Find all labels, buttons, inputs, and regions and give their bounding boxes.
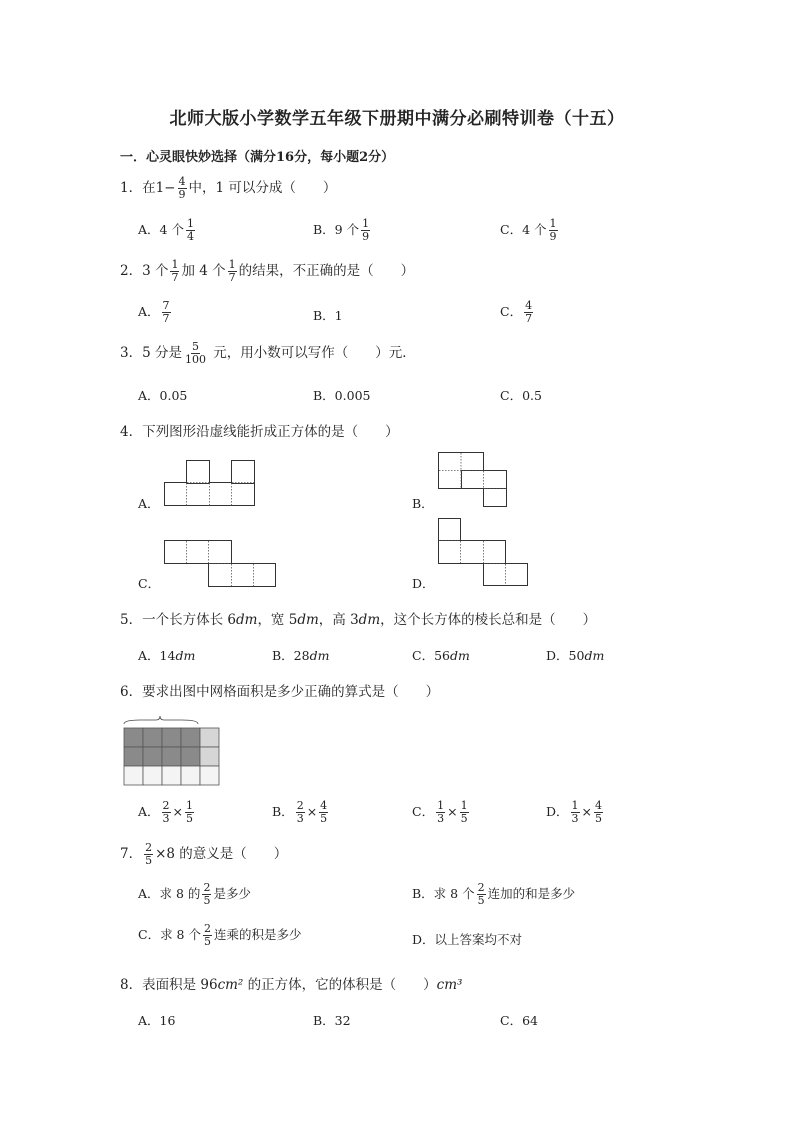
- q6-grid-cell: [181, 728, 200, 747]
- q2-option-c[interactable]: C． $\frac{4}{7}$: [500, 299, 533, 325]
- q4-option-b[interactable]: B．: [412, 496, 434, 511]
- q8-option-c[interactable]: C．64: [500, 1013, 538, 1028]
- q8-option-a[interactable]: A．16: [138, 1013, 176, 1028]
- question-1: [120, 176, 336, 201]
- q4-net-d: [438, 518, 530, 588]
- q1-option-b[interactable]: B．9 个 $\frac{1}{9}$: [313, 217, 370, 243]
- page-title: 北师大版小学数学五年级下册期中满分必刷特训卷（十五）: [169, 109, 625, 129]
- q1-option-c[interactable]: C．4 个 $\frac{1}{9}$: [500, 217, 557, 243]
- q6-option-a[interactable]: A． $\frac{2}{3}$ × $\frac{1}{5}$: [138, 799, 194, 825]
- q4-net-c: [164, 540, 278, 588]
- q6-option-d[interactable]: D． $\frac{1}{3}$ × $\frac{4}{5}$: [546, 799, 603, 825]
- q6-grid-cell: [181, 747, 200, 766]
- q6-grid-cell: [143, 747, 162, 766]
- question-4: 4．下列图形沿虚线能折成正方体的是（ ）: [120, 424, 399, 440]
- q4-option-a[interactable]: A．: [138, 496, 160, 511]
- q6-grid-cell: [124, 766, 143, 785]
- q6-grid-cell: [124, 728, 143, 747]
- q6-grid-figure: [122, 714, 220, 788]
- q6-grid-cell: [181, 766, 200, 785]
- q4-net-a: [164, 460, 256, 508]
- q7-option-b[interactable]: B．求 8 个 $\frac{2}{5}$ 连加的和是多少: [412, 881, 576, 907]
- q1-text-post: 中，1 可以分成（ ）: [188, 180, 337, 196]
- q6-grid-cell: [162, 747, 181, 766]
- q6-option-c[interactable]: C． $\frac{1}{3}$ × $\frac{1}{5}$: [412, 799, 468, 825]
- q2-option-a[interactable]: A． $\frac{7}{7}$: [138, 299, 170, 325]
- q3-option-c[interactable]: C．0.5: [500, 388, 542, 403]
- q5-option-a[interactable]: A．14dm: [138, 648, 196, 663]
- question-2: 2．3 个 $\frac{1}{7}$ 加 4 个 $\frac{1}{7}$ 的结果，不正确的是（ ）: [120, 258, 415, 284]
- q6-grid-cell: [200, 747, 219, 766]
- q5-option-b[interactable]: B．28dm: [272, 648, 330, 663]
- q6-grid: [124, 728, 219, 785]
- q6-grid-cell: [162, 766, 181, 785]
- q6-option-b[interactable]: B． $\frac{2}{3}$ × $\frac{4}{5}$: [272, 799, 328, 825]
- q4-net-b: [438, 452, 510, 508]
- q6-grid-cell: [200, 766, 219, 785]
- q1-fraction: $\frac{4}{9}$: [178, 175, 186, 201]
- question-8: 8．表面积是 96cm² 的正方体，它的体积是（ ）cm³: [120, 977, 463, 993]
- q8-option-b[interactable]: B．32: [313, 1013, 351, 1028]
- q5-option-d[interactable]: D．50dm: [546, 648, 605, 663]
- q2-option-b[interactable]: B．1: [313, 308, 343, 323]
- section-heading: 一．心灵眼快妙选择（满分16分，每小题2分）: [120, 150, 395, 165]
- q6-grid-cell: [200, 728, 219, 747]
- q6-grid-cell: [124, 747, 143, 766]
- q6-grid-cell: [162, 728, 181, 747]
- q1-option-a[interactable]: A．4 个 $\frac{1}{4}$: [138, 217, 194, 243]
- question-3: 3．5 分是 $\frac{5}{100}$ 元，用小数可以写作（ ）元．: [120, 340, 416, 366]
- q7-option-d[interactable]: D．以上答案均不对: [412, 932, 523, 947]
- q1-text-pre: 1．在1−: [120, 180, 176, 196]
- question-6: 6．要求出图中网格面积是多少正确的算式是（ ）: [120, 684, 440, 700]
- q6-grid-cell: [143, 728, 162, 747]
- q6-brace: [124, 716, 198, 724]
- q3-option-b[interactable]: B．0.005: [313, 388, 371, 403]
- q4-option-c[interactable]: C．: [138, 576, 161, 591]
- q7-option-a[interactable]: A．求 8 的 $\frac{2}{5}$ 是多少: [138, 881, 251, 907]
- q4-option-d[interactable]: D．: [412, 576, 435, 591]
- q3-option-a[interactable]: A．0.05: [138, 388, 188, 403]
- q5-option-c[interactable]: C．56dm: [412, 648, 470, 663]
- q7-option-c[interactable]: C．求 8 个 $\frac{2}{5}$ 连乘的积是多少: [138, 922, 302, 948]
- question-5: 5．一个长方体长 6dm，宽 5dm，高 3dm，这个长方体的棱长总和是（ ）: [120, 612, 597, 628]
- question-7: 7． $\frac{2}{5}$ ×8 的意义是（ ）: [120, 841, 288, 867]
- q6-grid-cell: [143, 766, 162, 785]
